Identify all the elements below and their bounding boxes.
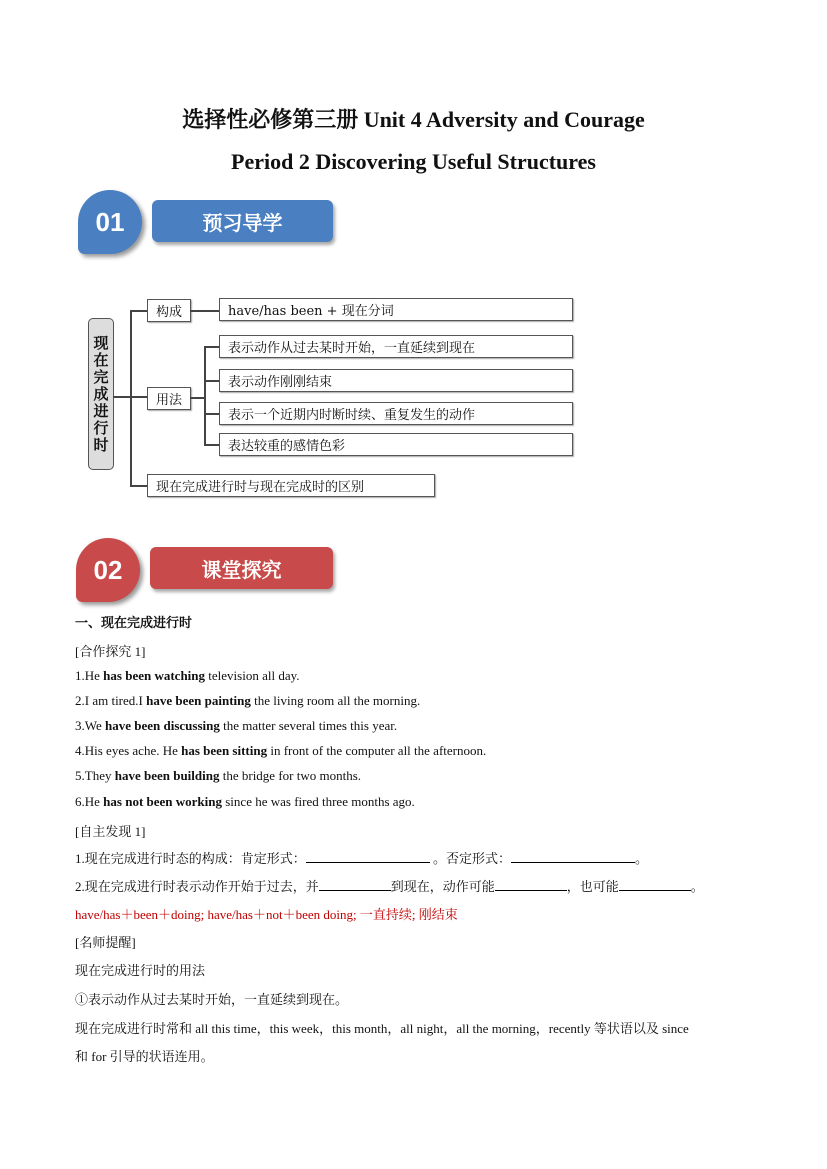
- page-subtitle: Period 2 Discovering Useful Structures: [231, 149, 596, 174]
- label: [自主发现 1]: [75, 824, 146, 839]
- diagram-usage-item: 表示动作从过去某时开始，一直延续到现在: [219, 335, 573, 358]
- heading: 一、现在完成进行时: [75, 615, 193, 630]
- section-banner: 课堂探究: [150, 547, 333, 589]
- usage-note: 现在完成进行时常和 all this time，this week，this month，all night，all the morning，recently 等状语以及 since: [75, 1021, 689, 1036]
- usage-item: ①表示动作从过去某时开始，一直延续到现在。: [75, 992, 349, 1007]
- example-sentence: 4.His eyes ache. He has been sitting in front of the computer all the afternoon.: [75, 743, 487, 758]
- diagram-difference: 现在完成进行时与现在完成时的区别: [147, 474, 435, 497]
- label: [合作探究 1]: [75, 644, 146, 659]
- example-sentence: 3.We have been discussing the matter several times this year.: [75, 718, 398, 733]
- diagram-usage-item: 表达较重的感情色彩: [219, 433, 573, 456]
- question-2: 2.现在完成进行时表示动作开始于过去，并 到现在，动作可能 ，也可能 。: [75, 879, 704, 894]
- page-title: 选择性必修第三册 Unit 4 Adversity and Courage: [182, 107, 645, 132]
- label: [名师提醒]: [75, 935, 136, 950]
- usage-heading: 现在完成进行时的用法: [75, 963, 206, 978]
- example-sentence: 6.He has not been working since he was fired three months ago.: [75, 794, 415, 809]
- example-sentence: 1.He has been watching television all day.: [75, 668, 300, 683]
- example-sentence: 5.They have been building the bridge for two months.: [75, 768, 362, 783]
- section-banner: 预习导学: [152, 200, 333, 242]
- diagram-root: 现在完成进行时: [88, 318, 114, 470]
- diagram-usage-label: 用法: [147, 387, 191, 410]
- diagram-form-value: have/has been + 现在分词: [219, 298, 573, 321]
- question-1: 1.现在完成进行时态的构成：肯定形式： 。否定形式： 。: [75, 851, 649, 866]
- diagram-form-label: 构成: [147, 299, 191, 322]
- answer-text: have/has＋been＋doing; have/has＋not＋been doing; 一直持续; 刚结束: [75, 907, 458, 922]
- usage-note: 和 for 引导的状语连用。: [75, 1049, 214, 1064]
- section-number-badge: 02: [76, 538, 140, 602]
- example-sentence: 2.I am tired.I have been painting the living room all the morning.: [75, 693, 421, 708]
- section-number-badge: 01: [78, 190, 142, 254]
- diagram-usage-item: 表示一个近期内时断时续、重复发生的动作: [219, 402, 573, 425]
- diagram-usage-item: 表示动作刚刚结束: [219, 369, 573, 392]
